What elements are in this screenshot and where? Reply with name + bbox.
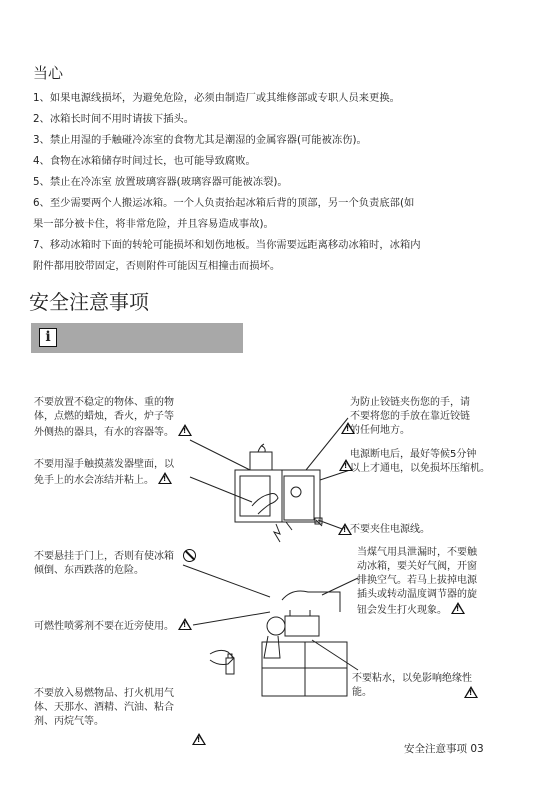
note-line: 不要放置不稳定的物体、重的物 <box>34 397 174 408</box>
note-cord <box>350 523 430 537</box>
note-line: 钮会发生打火现象。 <box>357 605 447 616</box>
note-hinge <box>350 396 470 438</box>
warning-icon <box>341 422 355 434</box>
caution-item: 7、移动冰箱时下面的转轮可能损坏和划伤地板。当你需要远距离移动冰箱时，冰箱内 <box>33 239 421 251</box>
note-unstable-objects <box>34 396 192 440</box>
page-footer: 安全注意事项 03 <box>404 743 484 755</box>
note-line: 剂、丙烷气等。 <box>34 716 104 727</box>
note-line: 体，点燃的蜡烛，香火，炉子等 <box>34 411 174 422</box>
caution-heading: 当心 <box>33 64 64 82</box>
note-line: 不要放入易燃物品、打火机用气 <box>34 688 174 699</box>
note-line: 当煤气用具泄漏时，不要触 <box>357 547 477 558</box>
prohibited-icon <box>183 549 196 562</box>
note-line: 为防止铰链夹伤您的手，请 <box>350 397 470 408</box>
note-line: 外侧热的器具，有水的容器等。 <box>34 427 174 438</box>
note-wet-hands <box>34 458 174 488</box>
warning-icon <box>192 733 206 745</box>
caution-item: 4、食物在冰箱储存时间过长，也可能导致腐败。 <box>33 155 256 167</box>
note-line: 插头或转动温度调节器的旋 <box>357 589 477 600</box>
note-line: 不要粘水，以免影响绝缘性 <box>352 673 472 684</box>
note-line: 不要悬挂于门上，否则有使冰箱 <box>34 551 174 562</box>
safety-heading: 安全注意事项 <box>29 290 149 314</box>
note-spray <box>34 618 192 634</box>
note-water <box>352 672 472 700</box>
warning-icon <box>451 602 465 614</box>
warning-icon <box>339 459 353 471</box>
note-line: 能。 <box>352 687 372 698</box>
note-line: 动冰箱，要关好气阀，开窗 <box>357 561 477 572</box>
note-line: 不要夹住电源线。 <box>350 524 430 535</box>
note-line: 免手上的水会冻结并粘上。 <box>34 475 154 486</box>
caution-item: 果一部分被卡住，将非常危险，并且容易造成事故)。 <box>33 218 274 230</box>
note-line: 体、天那水、酒精、汽油、粘合 <box>34 702 174 713</box>
note-line: 不要用湿手触摸蒸发器壁面，以 <box>34 459 174 470</box>
info-icon: i <box>39 328 57 347</box>
note-hang-door <box>34 549 196 578</box>
note-line: 不要将您的手放在靠近铰链 <box>350 411 470 422</box>
caution-item: 5、禁止在冷冻室 放置玻璃容器(玻璃容器可能被冻裂)。 <box>33 176 288 188</box>
warning-icon <box>178 618 192 630</box>
note-line: 可燃性喷雾剂不要在近旁使用。 <box>34 621 174 632</box>
caution-item: 2、冰箱长时间不用时请拔下插头。 <box>33 113 195 125</box>
note-line: 电源断电后，最好等候5分钟 <box>350 449 477 460</box>
note-line: 倾倒、东西跌落的危险。 <box>34 565 144 576</box>
note-power-wait <box>350 448 490 476</box>
note-flammables <box>34 687 174 729</box>
warning-icon <box>158 472 172 484</box>
warning-icon <box>464 686 478 698</box>
warning-icon <box>338 523 352 535</box>
caution-item: 1、如果电源线损坏，为避免危险，必须由制造厂或其维修部或专职人员来更换。 <box>33 92 400 104</box>
note-line: 的任何地方。 <box>350 425 410 436</box>
caution-item: 附件都用胶带固定，否则附件可能因互相撞击而损坏。 <box>33 260 281 272</box>
caution-item: 3、禁止用湿的手触碰冷冻室的食物尤其是潮湿的金属容器(可能被冻伤)。 <box>33 134 367 146</box>
caution-item: 6、至少需要两个人搬运冰箱。一个人负责抬起冰箱后背的顶部，另一个负责底部(如 <box>33 197 415 209</box>
note-line: 排换空气。若马上拔掉电源 <box>357 575 477 586</box>
note-gas-leak <box>357 546 477 618</box>
note-line: 以上才通电，以免损坏压缩机。 <box>350 463 490 474</box>
warning-icon <box>178 424 192 436</box>
